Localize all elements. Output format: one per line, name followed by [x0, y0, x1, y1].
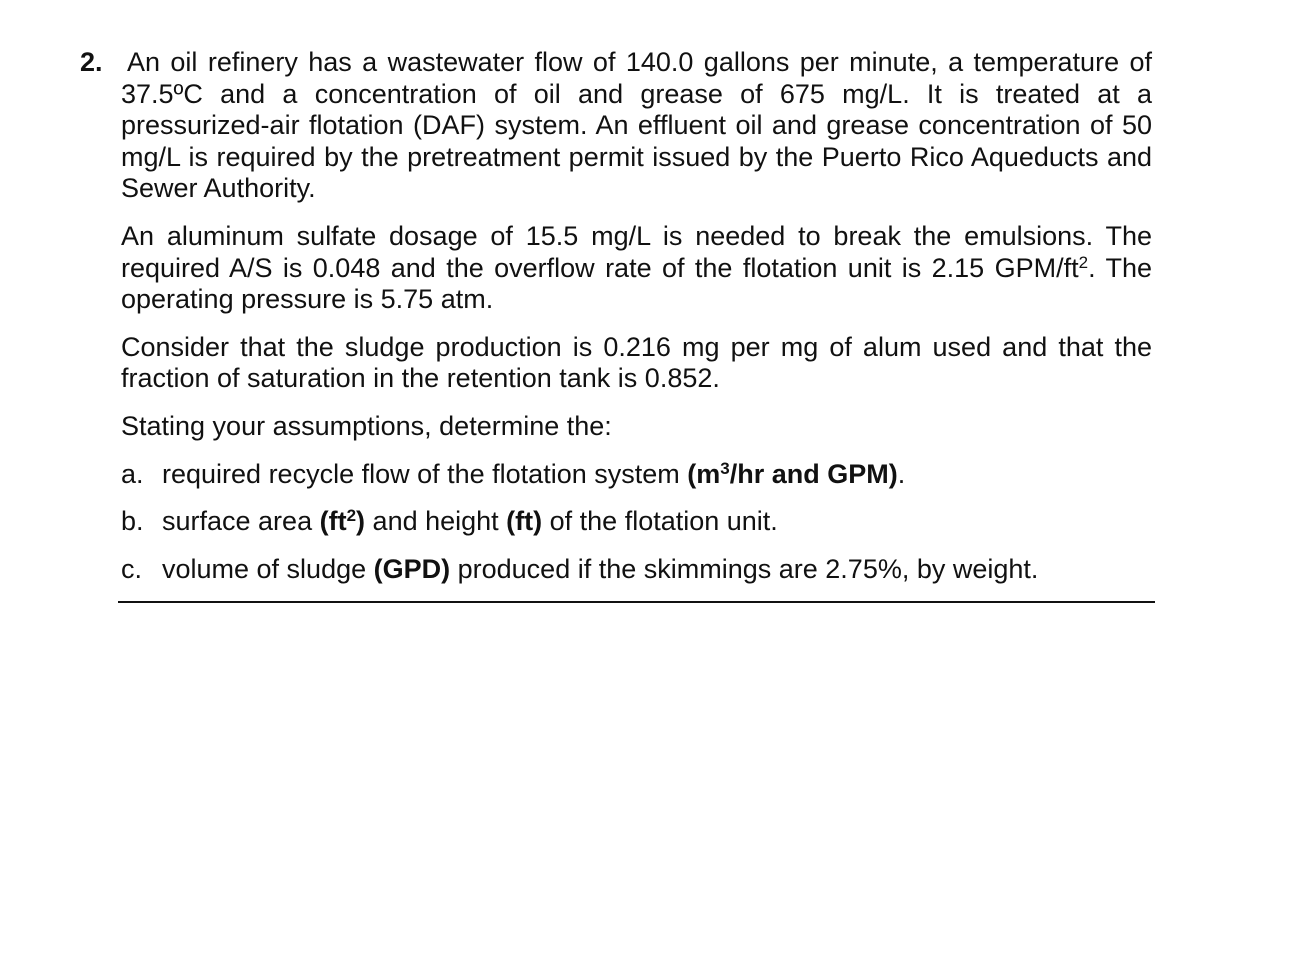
item-b-height-unit: (ft) — [506, 506, 543, 537]
item-c-unit: (GPD) — [373, 553, 451, 584]
problem-2 — [80, 47, 1152, 601]
item-a-unit-superscript: 3 — [720, 458, 730, 478]
item-a-unit-part2: /hr and GPM) — [729, 458, 898, 489]
item-a-unit — [687, 459, 897, 489]
item-letter-c: c. — [121, 553, 143, 584]
item-letter-a: a. — [121, 458, 144, 489]
problem-number: 2. — [80, 47, 103, 77]
item-c-text: volume of sludge — [162, 553, 374, 584]
question-item-c — [121, 554, 1152, 586]
item-c-end: produced if the skimmings are 2.75%, by weight. — [450, 553, 1039, 584]
item-b-area-unit — [320, 506, 365, 536]
problem-paragraph-1: An oil refinery has a wastewater flow of 140.0 gallons per minute, a temperature of 37.5ºC and a concentration of oil and grease of 675 mg/L. It is treated at a pressurized-air flotation (DAF) system. An effluent oil and grease concentration of 50 mg/L is required by the pretreatment permit issued by the Puerto Rico Aqueducts and Sewer Authority. — [121, 47, 1152, 204]
item-a-end: . — [897, 458, 906, 489]
item-a-text: required recycle flow of the flotation system — [162, 458, 688, 489]
horizontal-divider — [118, 601, 1155, 603]
item-letter-b: b. — [121, 506, 144, 537]
item-b-area-unit-superscript: 2 — [346, 506, 357, 526]
question-item-b — [121, 506, 1152, 538]
item-b-area-unit-part2: ) — [356, 506, 366, 537]
item-b-end: of the flotation unit. — [542, 506, 778, 537]
item-b-area-unit-part1: (ft — [319, 506, 347, 537]
item-b-text: surface area — [162, 506, 320, 537]
problem-instruction: Stating your assumptions, determine the: — [121, 410, 612, 441]
question-item-a — [121, 459, 1152, 491]
problem-paragraph-2 — [121, 221, 1152, 316]
paragraph-2-superscript: 2 — [1078, 252, 1089, 272]
item-b-middle: and height — [365, 506, 507, 537]
item-a-unit-part1: (m — [687, 458, 721, 489]
paragraph-2-end: . The operating pressure is 5.75 atm. — [121, 252, 1152, 315]
paragraph-2-text: An aluminum sulfate dosage of 15.5 mg/L is needed to break the emulsions. The required A/S is 0.048 and the overflow rate of the flotation unit is 2.15 GPM/ft — [121, 220, 1152, 283]
problem-paragraph-3: Consider that the sludge production is 0.216 mg per mg of alum used and that the fraction of saturation in the retention tank is 0.852. — [121, 331, 1152, 394]
